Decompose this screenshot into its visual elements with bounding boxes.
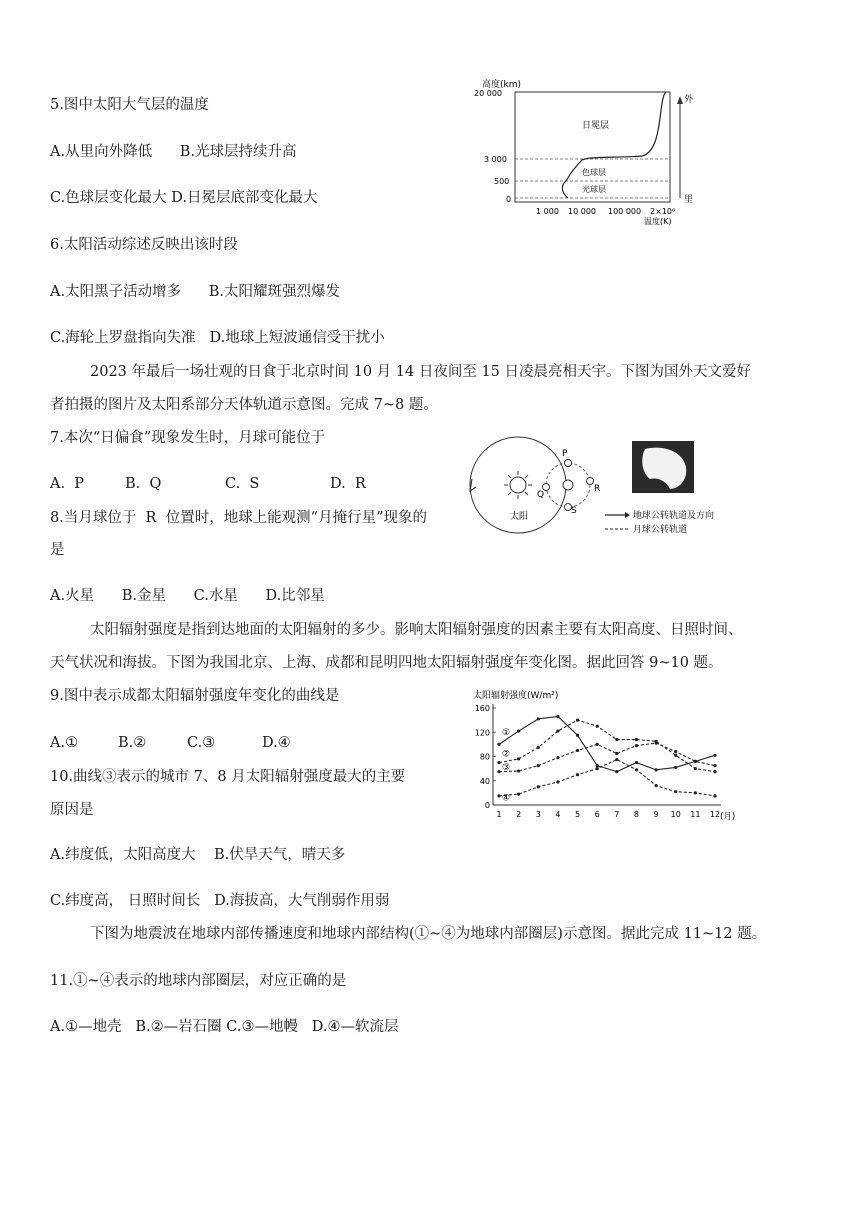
- chart-point: [596, 725, 599, 728]
- sun-label: 太阳: [510, 512, 529, 522]
- chart-point: [713, 764, 716, 767]
- chart-point: [497, 770, 500, 773]
- chart-series-line: [499, 720, 715, 772]
- chart-point: [517, 769, 520, 772]
- atmo-ytick-0: 0: [506, 195, 512, 204]
- chart-series-label: ①: [502, 728, 511, 739]
- q9-option-d: D.④: [262, 735, 291, 751]
- chart-point: [537, 717, 540, 720]
- chart-series-label: ④: [502, 793, 511, 804]
- chart-xtick-label: 12: [709, 810, 721, 819]
- q7-option-a: A. P: [50, 476, 85, 492]
- q7-option-b: B. Q: [125, 476, 162, 492]
- chart-series-line: [499, 716, 715, 774]
- q9-option-b: B.②: [118, 735, 147, 751]
- intro78-line1: 2023 年最后一场壮观的日食于北京时间 10 月 14 日夜间至 15 日凌晨亮相天宇。下图为国外天文爱好: [90, 364, 752, 380]
- q7-option-c: C. S: [225, 476, 260, 492]
- q6-options-ab: A.太阳黑子活动增多 B.太阳耀斑强烈爆发: [50, 284, 340, 300]
- moon-p-icon: [565, 460, 572, 467]
- chart-point: [713, 794, 716, 797]
- radiation-chart: [465, 688, 750, 823]
- moon-r-icon: [587, 478, 594, 485]
- point-s-label: S: [571, 506, 577, 516]
- atmo-temperature-curve: [562, 92, 666, 198]
- intro1112-line1: 下图为地震波在地球内部传播速度和地球内部结构(①~④为地球内部圈层)示意图。据此完成 11~12 题。: [90, 926, 767, 942]
- q8-stem-line2: 是: [50, 542, 65, 558]
- chart-point: [517, 792, 520, 795]
- q9-option-c: C.③: [187, 735, 216, 751]
- chart-point: [674, 766, 677, 769]
- q5-stem: 5.图中太阳大气层的温度: [50, 97, 209, 113]
- q9-option-a: A.①: [50, 735, 79, 751]
- chart-series-label: ③: [502, 763, 511, 774]
- chart-point: [596, 743, 599, 746]
- q8-options: A.火星 B.金星 C.水星 D.比邻星: [50, 588, 325, 604]
- chart-point: [615, 752, 618, 755]
- chart-point: [615, 770, 618, 773]
- atmo-xlabel: 温度(K): [644, 217, 672, 226]
- chart-point: [576, 719, 579, 722]
- chart-point: [694, 791, 697, 794]
- chart-point: [674, 750, 677, 753]
- q5-options-ab: A.从里向外降低 B.光球层持续升高: [50, 144, 297, 160]
- chart-point: [674, 790, 677, 793]
- atmo-ylabel: 高度(km): [482, 80, 522, 90]
- atmo-arrow-top-label: 外: [684, 95, 694, 105]
- chart-xtick-label: 11: [690, 810, 701, 819]
- chart-xlabel: (月): [720, 812, 736, 822]
- chart-ytick-label: 160: [474, 704, 490, 713]
- chart-xtick-label: 3: [535, 810, 541, 819]
- chart-ytick-label: 40: [479, 776, 490, 786]
- chart-point: [654, 768, 657, 771]
- chart-xtick-label: 10: [670, 810, 681, 819]
- chart-point: [635, 761, 638, 764]
- q10-stem-line2: 原因是: [50, 802, 94, 818]
- legend-dashed-label: 月球公转轨道: [633, 525, 688, 535]
- chart-ylabel: 太阳辐射强度(W/m²): [473, 691, 559, 701]
- q11-options: A.①—地壳 B.②—岩石圈 C.③—地幔 D.④—软流层: [50, 1019, 399, 1035]
- atmo-xtick-100000: 100 000: [608, 207, 642, 216]
- orbit-direction-arrow-icon: [470, 479, 476, 491]
- q7-stem: 7.本次“日偏食”现象发生时，月球可能位于: [50, 430, 326, 446]
- chart-point: [537, 746, 540, 749]
- atmo-xtick-1000: 1 000: [536, 207, 559, 216]
- chart-point: [694, 760, 697, 763]
- chart-xtick-label: 9: [653, 810, 659, 819]
- chart-point: [713, 754, 716, 757]
- atmo-layer-corona: 日冕层: [582, 121, 610, 131]
- chart-point: [635, 738, 638, 741]
- earth-icon: [563, 480, 573, 490]
- chart-xtick-label: 5: [574, 810, 581, 819]
- chart-point: [556, 756, 559, 759]
- chart-point: [635, 744, 638, 747]
- chart-point: [654, 784, 657, 787]
- chart-point: [615, 738, 618, 741]
- atmo-xtick-10000: 10 000: [568, 207, 596, 216]
- q6-options-cd: C.海轮上罗盘指向失准 D.地球上短波通信受干扰小: [50, 330, 385, 346]
- chart-series-label: ②: [502, 749, 511, 760]
- atmo-ytick-20000: 20 000: [474, 89, 502, 98]
- chart-xtick-label: 8: [633, 810, 640, 819]
- chart-point: [576, 749, 579, 752]
- chart-point: [517, 729, 520, 732]
- q10-options-cd: C.纬度高， 日照时间长 D.海拔高，大气削弱作用弱: [50, 893, 390, 909]
- chart-point: [596, 767, 599, 770]
- intro910-line2: 天气状况和海拔。下图为我国北京、上海、成都和昆明四地太阳辐射强度年变化图。据此回答 9~10 题。: [50, 655, 723, 671]
- chart-xtick-label: 7: [614, 810, 620, 819]
- solar-atmosphere-figure: [470, 78, 700, 228]
- sun-icon: [504, 471, 532, 499]
- q6-stem: 6.太阳活动综述反映出该时段: [50, 237, 238, 253]
- q10-options-ab: A.纬度低，太阳高度大 B.伏旱天气，晴天多: [50, 847, 346, 863]
- atmo-layer-photosphere: 光球层: [582, 185, 606, 194]
- chart-point: [694, 767, 697, 770]
- chart-point: [517, 757, 520, 760]
- atmo-ytick-500: 500: [494, 177, 510, 186]
- chart-point: [497, 743, 500, 746]
- atmo-ytick-3000: 3 000: [484, 155, 507, 164]
- q7-option-d: D. R: [330, 476, 366, 492]
- chart-point: [615, 758, 618, 761]
- chart-xtick-label: 4: [555, 810, 561, 819]
- legend-solid-label: 地球公转轨道及方向: [633, 511, 715, 521]
- chart-xtick-label: 1: [496, 810, 502, 819]
- chart-xtick-label: 2: [516, 810, 522, 819]
- q11-stem: 11.①~④表示的地球内部圈层，对应正确的是: [50, 973, 347, 989]
- orbit-figure: [460, 435, 750, 540]
- chart-point: [654, 742, 657, 745]
- chart-point: [596, 764, 599, 767]
- q8-stem-line1: 8.当月球位于 R 位置时，地球上能观测“月掩行星”现象的: [50, 510, 428, 526]
- intro78-line2: 者拍摄的图片及太阳系部分天体轨道示意图。完成 7~8 题。: [50, 397, 438, 413]
- chart-point: [635, 768, 638, 771]
- chart-ytick-label: 120: [474, 728, 490, 738]
- chart-point: [713, 770, 716, 773]
- chart-ytick-label: 80: [479, 752, 490, 762]
- legend-arrow-icon: [625, 512, 630, 518]
- chart-point: [674, 754, 677, 757]
- chart-point: [556, 729, 559, 732]
- chart-point: [497, 761, 500, 764]
- chart-point: [537, 764, 540, 767]
- point-q-label: Q: [537, 490, 545, 500]
- atmo-arrow-bottom-label: 里: [684, 195, 694, 205]
- chart-point: [576, 734, 579, 737]
- chart-xtick-label: 6: [594, 810, 600, 819]
- q5-options-cd: C.色球层变化最大 D.日冕层底部变化最大: [50, 190, 318, 206]
- q9-stem: 9.图中表示成都太阳辐射强度年变化的曲线是: [50, 688, 340, 704]
- chart-series-line: [499, 743, 715, 774]
- intro910-line1: 太阳辐射强度是指到达地面的太阳辐射的多少。影响太阳辐射强度的因素主要有太阳高度、日照时间、: [90, 622, 743, 638]
- chart-point: [556, 780, 559, 783]
- chart-ytick-label: 0: [484, 801, 490, 810]
- chart-point: [537, 785, 540, 788]
- atmo-layer-chromosphere: 色球层: [582, 168, 606, 177]
- point-r-label: R: [594, 484, 601, 494]
- point-p-label: P: [562, 449, 568, 459]
- chart-point: [497, 794, 500, 797]
- chart-point: [556, 715, 559, 718]
- atmo-arrowhead-icon: [677, 96, 683, 104]
- chart-point: [576, 773, 579, 776]
- q10-stem-line1: 10.曲线③表示的城市 7、8 月太阳辐射强度最大的主要: [50, 769, 406, 785]
- atmo-xtick-2e6: 2×10⁶: [650, 207, 676, 216]
